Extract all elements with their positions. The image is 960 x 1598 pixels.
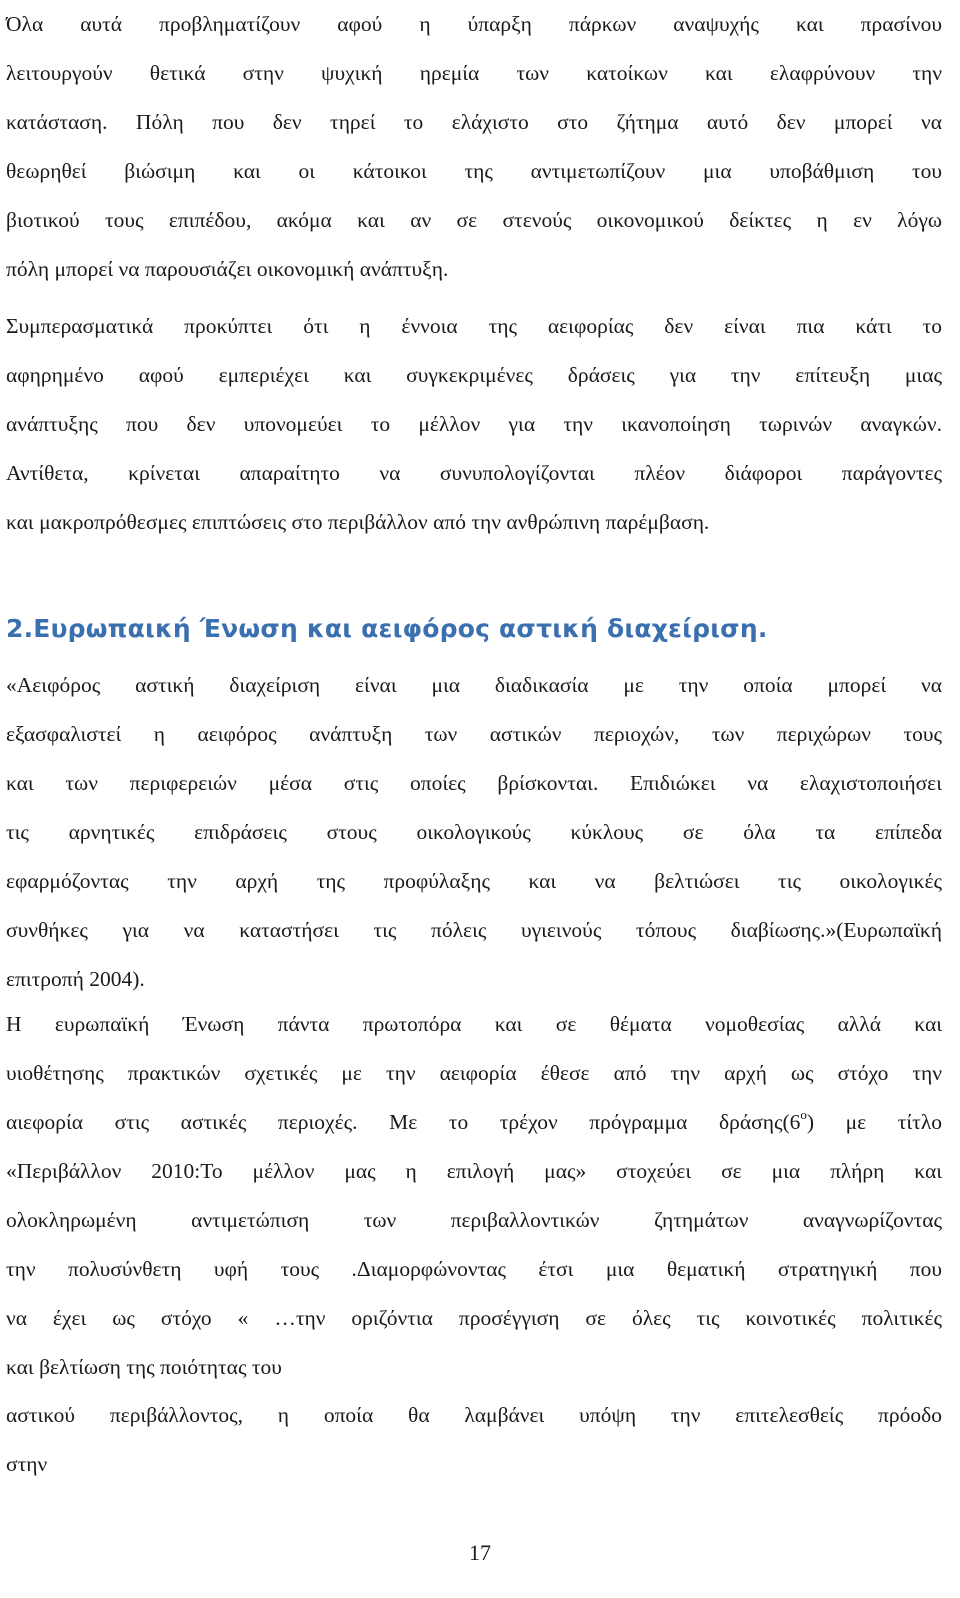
- text-line: Η ευρωπαϊκή Ένωση πάντα πρωτοπόρα και σε θέματα νομοθεσίας αλλά και: [6, 1012, 942, 1036]
- text-line: υιοθέτησης πρακτικών σχετικές με την αειφορία έθεσε από την αρχή ως στόχο την: [6, 1061, 942, 1085]
- text-line: Συμπερασματικά προκύπτει ότι η έννοια της αειφορίας δεν είναι πια κάτι το: [6, 314, 942, 338]
- text-line: ολοκληρωμένη αντιμετώπιση των περιβαλλοντικών ζητημάτων αναγνωρίζοντας: [6, 1208, 942, 1232]
- paragraph-parks: [6, 0, 942, 294]
- section-heading: 2.Ευρωπαική Ένωση και αειφόρος αστική διαχείριση.: [6, 614, 768, 643]
- text-line: «Αειφόρος αστική διαχείριση είναι μια διαδικασία με την οποία μπορεί να: [6, 673, 942, 697]
- text-line: εξασφαλιστεί η αειφόρος ανάπτυξη των αστικών περιοχών, των περιχώρων τους: [6, 722, 942, 746]
- text-line: πόλη μπορεί να παρουσιάζει οικονομική ανάπτυξη.: [6, 257, 449, 281]
- text-line: και των περιφερειών μέσα στις οποίες βρίσκονται. Επιδιώκει να ελαχιστοποιήσει: [6, 771, 942, 795]
- text-line: αστικού περιβάλλοντος, η οποία θα λαμβάνει υπόψη την επιτελεσθείς πρόοδο: [6, 1403, 942, 1427]
- text-line: αφηρημένο αφού εμπεριέχει και συγκεκριμένες δράσεις για την επίτευξη μιας: [6, 363, 942, 387]
- paragraph-eu: [6, 1000, 942, 1392]
- text-fragment: αιεφορία στις αστικές περιοχές. Με το τρέχον πρόγραμμα δράσης(6: [6, 1110, 801, 1134]
- text-line: ανάπτυξης που δεν υπονομεύει το μέλλον για την ικανοποίηση τωρινών αναγκών.: [6, 412, 942, 436]
- text-line: λειτουργούν θετικά στην ψυχική ηρεμία των κατοίκων και ελαφρύνουν την: [6, 61, 942, 85]
- text-line: συνθήκες για να καταστήσει τις πόλεις υγιεινούς τόπους διαβίωσης.»(Ευρωπαϊκή: [6, 918, 942, 942]
- text-line: την πολυσύνθετη υφή τους .Διαμορφώνοντας έτσι μια θεματική στρατηγική που: [6, 1257, 942, 1281]
- paragraph-quote: [6, 661, 942, 1004]
- text-line: εφαρμόζοντας την αρχή της προφύλαξης και να βελτιώσει τις οικολογικές: [6, 869, 942, 893]
- text-fragment: ) με τίτλο: [806, 1110, 942, 1134]
- text-line: θεωρηθεί βιώσιμη και οι κάτοικοι της αντιμετωπίζουν μια υποβάθμιση του: [6, 159, 942, 183]
- text-line: και βελτίωση της ποιότητας του: [6, 1355, 282, 1379]
- text-line: Αντίθετα, κρίνεται απαραίτητο να συνυπολογίζονται πλέον διάφοροι παράγοντες: [6, 461, 942, 485]
- text-line: στην: [6, 1452, 48, 1476]
- text-line: [6, 1098, 942, 1147]
- text-line: «Περιβάλλον 2010:Το μέλλον μας η επιλογή μας» στοχεύει σε μια πλήρη και: [6, 1159, 942, 1183]
- text-line: τις αρνητικές επιδράσεις στους οικολογικούς κύκλους σε όλα τα επίπεδα: [6, 820, 942, 844]
- paragraph-conclusion: [6, 302, 942, 547]
- text-line: και μακροπρόθεσμες επιπτώσεις στο περιβάλλον από την ανθρώπινη παρέμβαση.: [6, 510, 710, 534]
- paragraph-continuation: [6, 1391, 942, 1489]
- text-line: βιοτικού τους επιπέδου, ακόμα και αν σε στενούς οικονομικού δείκτες η εν λόγω: [6, 208, 942, 232]
- text-line: επιτροπή 2004).: [6, 967, 145, 991]
- text-line: να έχει ως στόχο « …την οριζόντια προσέγγιση σε όλες τις κοινοτικές πολιτικές: [6, 1306, 942, 1330]
- text-line: κατάσταση. Πόλη που δεν τηρεί το ελάχιστο στο ζήτημα αυτό δεν μπορεί να: [6, 110, 942, 134]
- page-number: 17: [469, 1540, 491, 1565]
- superscript: ο: [800, 1107, 807, 1122]
- text-line: Όλα αυτά προβληματίζουν αφού η ύπαρξη πάρκων αναψυχής και πρασίνου: [6, 12, 942, 36]
